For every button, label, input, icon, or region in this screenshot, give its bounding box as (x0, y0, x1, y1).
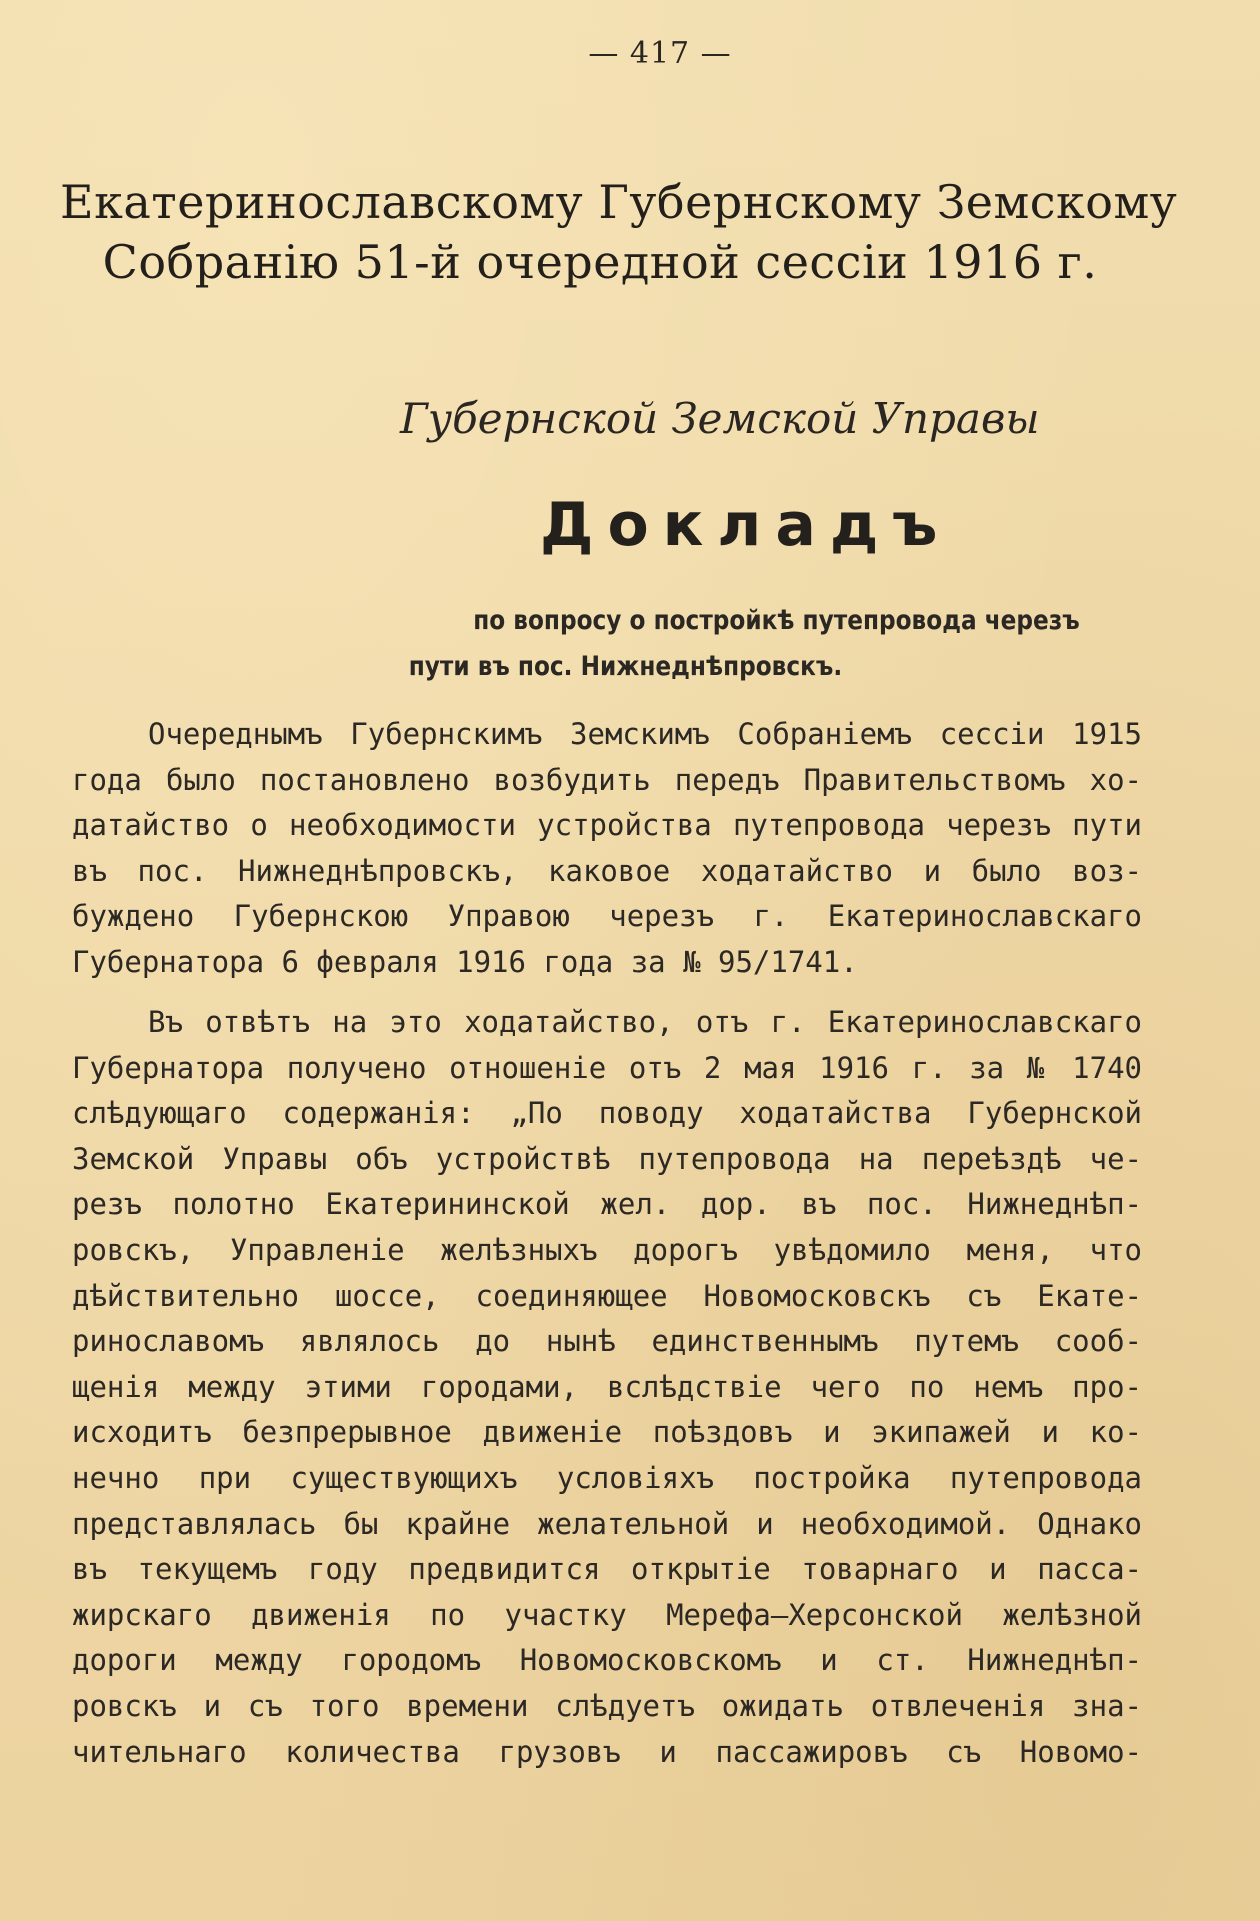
text-line: резъ полотно Екатерининской жел. дор. въ пос. Нижнеднѣп- (72, 1187, 1142, 1222)
text-line: года было постановлено возбудить передъ Правительствомъ хо- (72, 762, 1142, 797)
paragraph-1 (72, 712, 1142, 986)
text-line: чительнаго количества грузовъ и пассажировъ съ Новомо- (72, 1734, 1142, 1769)
text-line: нечно при существующихъ условіяхъ постройка путепровода (72, 1460, 1142, 1495)
title-line: Екатеринославскому Губернскому Земскому (60, 175, 1178, 229)
text-line: буждено Губернскою Управою черезъ г. Екатеринославскаго (72, 899, 1142, 934)
report-subject (370, 598, 1080, 690)
report-heading: Докладъ (540, 490, 952, 560)
page-number: — 417 — (588, 36, 732, 71)
paragraph-2 (72, 1000, 1142, 1775)
text-line: исходитъ безпрерывное движеніе поѣздовъ и экипажей и ко- (72, 1415, 1142, 1450)
text-line: дороги между городомъ Новомосковскомъ и ст. Нижнеднѣп- (72, 1643, 1142, 1678)
text-line: ровскъ и съ того времени слѣдуетъ ожидать отвлеченія зна- (72, 1688, 1142, 1723)
issuer-heading: Губернской Земской Управы (400, 394, 1040, 443)
text-line: Въ отвѣтъ на это ходатайство, отъ г. Екатеринославскаго (148, 1005, 1142, 1039)
text-line: Земской Управы объ устройствѣ путепровода на переѣздѣ че- (72, 1141, 1142, 1176)
text-line: дѣйствительно шоссе, соединяющее Новомосковскъ съ Екате- (72, 1278, 1142, 1313)
text-line: въ пос. Нижнеднѣпровскъ, каковое ходатайство и было воз- (72, 853, 1142, 888)
text-line: датайство о необходимости устройства путепровода черезъ пути (72, 808, 1142, 843)
text-line: ровскъ, Управленіе желѣзныхъ дорогъ увѣдомило меня, что (72, 1232, 1142, 1267)
text-line: щенія между этими городами, вслѣдствіе чего по немъ про- (72, 1369, 1142, 1404)
text-line: Губернатора получено отношеніе отъ 2 мая 1916 г. за № 1740 (72, 1050, 1142, 1085)
title-line: Собранію 51-й очередной сессіи 1916 г. (102, 235, 1098, 289)
subject-line: пути въ пос. Нижнеднѣпровскъ. (408, 651, 843, 682)
text-line: представлялась бы крайне желательной и необходимой. Однако (72, 1506, 1142, 1541)
subject-line: по вопросу о постройкѣ путепровода черезъ (473, 605, 1080, 636)
text-line: въ текущемъ году предвидится открытіе товарнаго и пасса- (72, 1552, 1142, 1587)
text-line: жирскаго движенія по участку Мерефа—Херсонской желѣзной (72, 1597, 1142, 1632)
document-title (60, 172, 1178, 292)
text-line: ринославомъ являлось до нынѣ единственнымъ путемъ сооб- (72, 1324, 1142, 1359)
text-line: слѣдующаго содержанія: „По поводу ходатайства Губернской (72, 1096, 1142, 1131)
text-line: Очереднымъ Губернскимъ Земскимъ Собраніемъ сессіи 1915 (148, 717, 1142, 751)
text-line: Губернатора 6 февраля 1916 года за № 95/1741. (72, 944, 858, 979)
